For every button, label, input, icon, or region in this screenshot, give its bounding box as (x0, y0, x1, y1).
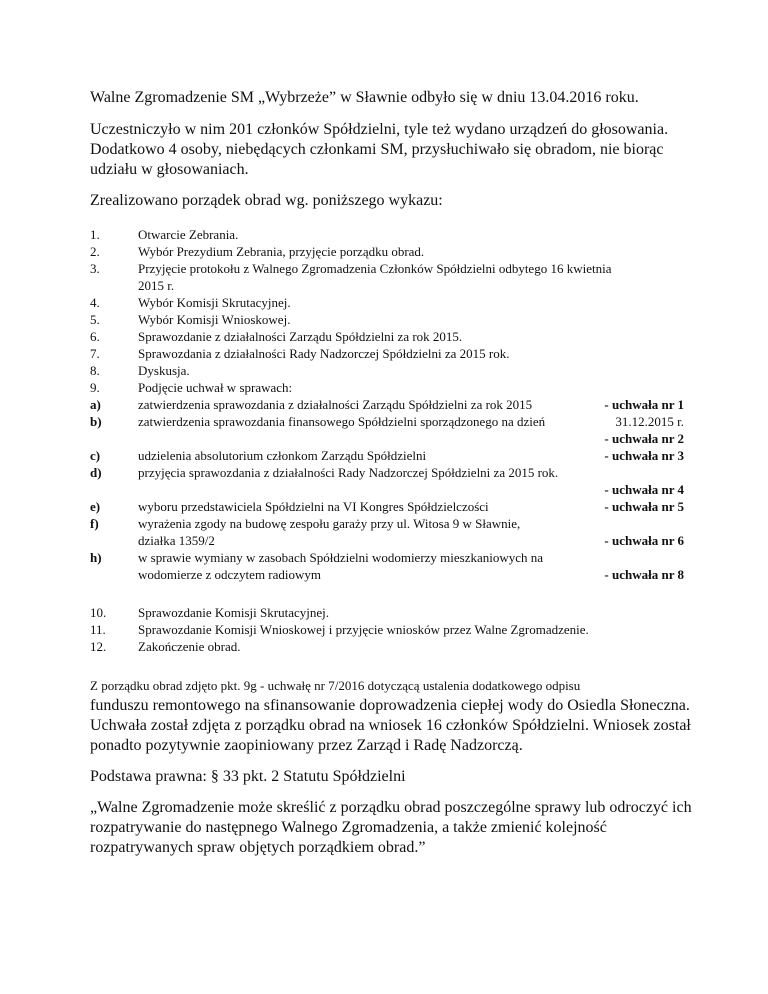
quote-line: rozpatrywanych spraw objętych porządkiem obrad.” (90, 839, 426, 856)
agenda-number: 6. (90, 329, 100, 344)
agenda-number: 7. (90, 346, 100, 361)
sub-item: wyboru przedstawiciela Spółdzielni na VI Kongres Spółdzielczości (138, 499, 489, 514)
paragraph-line: Uchwała został zdjęta z porządku obrad na wniosek 16 członków Spółdzielni. Wniosek został (90, 717, 691, 734)
paragraph-line: ponadto pozytywnie zaopiniowany przez Zarząd i Radę Nadzorczą. (90, 737, 523, 754)
sub-item: zatwierdzenia sprawozdania z działalności Zarządu Spółdzielni za rok 2015 (138, 397, 533, 412)
paragraph-line: Uczestniczyło w nim 201 członków Spółdzielni, tyle też wydano urządzeń do głosowania. (90, 121, 669, 138)
paragraph-line: funduszu remontowego na sfinansowanie doprowadzenia ciepłej wody do Osiedla Słoneczna. (90, 697, 690, 714)
intro-line: Walne Zgromadzenie SM „Wybrzeże” w Sławnie odbyło się w dniu 13.04.2016 roku. (90, 89, 639, 106)
sub-item: w sprawie wymiany w zasobach Spółdzielni wodomierzy mieszkaniowych na (138, 550, 544, 565)
sub-label: c) (90, 448, 101, 463)
agenda-item: Sprawozdanie Komisji Skrutacyjnej. (138, 605, 329, 620)
paragraph-line: Z porządku obrad zdjęto pkt. 9g - uchwałę nr 7/2016 dotyczącą ustalenia dodatkowego odpisu (90, 678, 581, 693)
sub-label: b) (90, 414, 102, 429)
resolution-number: - uchwała nr 1 (604, 397, 684, 412)
agenda-item: Sprawozdania z działalności Rady Nadzorczej Spółdzielni za 2015 rok. (138, 346, 510, 361)
resolution-number: - uchwała nr 3 (604, 448, 684, 463)
agenda-intro: Zrealizowano porządek obrad wg. poniższego wykazu: (90, 192, 443, 209)
paragraph-line: udziału w głosowaniach. (90, 161, 249, 178)
agenda-number: 10. (90, 605, 107, 620)
agenda-number: 12. (90, 639, 107, 654)
agenda-item: Sprawozdanie z działalności Zarządu Spółdzielni za rok 2015. (138, 329, 463, 344)
resolution-number: - uchwała nr 5 (604, 499, 684, 514)
agenda-item: Zakończenie obrad. (138, 639, 241, 654)
agenda-number: 2. (90, 244, 100, 259)
agenda-item: Wybór Prezydium Zebrania, przyjęcie porządku obrad. (138, 244, 425, 259)
report-date: 31.12.2015 r. (615, 414, 684, 429)
agenda-item: Wybór Komisji Wnioskowej. (138, 312, 291, 327)
resolution-number: - uchwała nr 8 (604, 567, 684, 582)
agenda-number: 8. (90, 363, 100, 378)
sub-label: f) (90, 516, 99, 531)
sub-item: wyrażenia zgody na budowę zespołu garaży przy ul. Witosa 9 w Sławnie, (138, 516, 521, 531)
agenda-number: 1. (90, 227, 100, 242)
agenda-item: Sprawozdanie Komisji Wnioskowej i przyjęcie wniosków przez Walne Zgromadzenie. (138, 622, 589, 637)
agenda-item: Podjęcie uchwał w sprawach: (138, 380, 293, 395)
sub-item: zatwierdzenia sprawozdania finansowego Spółdzielni sporządzonego na dzień (138, 414, 546, 429)
sub-label: a) (90, 397, 101, 412)
resolution-number: - uchwała nr 2 (604, 431, 684, 446)
sub-item: przyjęcia sprawozdania z działalności Rady Nadzorczej Spółdzielni za 2015 rok. (138, 465, 559, 480)
sub-item-continued: wodomierze z odczytem radiowym (138, 567, 322, 582)
agenda-number: 3. (90, 261, 100, 276)
resolution-number: - uchwała nr 6 (604, 533, 684, 548)
sub-label: h) (90, 550, 102, 565)
legal-basis: Podstawa prawna: § 33 pkt. 2 Statutu Spółdzielni (90, 768, 406, 785)
quote-line: rozpatrywanie do następnego Walnego Zgromadzenia, a także zmienić kolejność (90, 819, 607, 836)
agenda-number: 11. (90, 622, 106, 637)
agenda-number: 5. (90, 312, 100, 327)
agenda-item-continued: 2015 r. (138, 278, 175, 293)
agenda-number: 9. (90, 380, 100, 395)
sub-item-continued: działka 1359/2 (138, 533, 215, 548)
resolution-number: - uchwała nr 4 (604, 482, 684, 497)
sub-item: udzielenia absolutorium członkom Zarządu Spółdzielni (138, 448, 427, 463)
quote-line: „Walne Zgromadzenie może skreślić z porządku obrad poszczególne sprawy lub odroczyć ich (90, 799, 692, 816)
paragraph-line: Dodatkowo 4 osoby, niebędących członkami SM, przysłuchiwało się obradom, nie biorąc (90, 141, 664, 158)
agenda-item: Wybór Komisji Skrutacyjnej. (138, 295, 291, 310)
agenda-number: 4. (90, 295, 100, 310)
sub-label: e) (90, 499, 101, 514)
sub-label: d) (90, 465, 102, 480)
agenda-item: Otwarcie Zebrania. (138, 227, 239, 242)
agenda-item: Przyjęcie protokołu z Walnego Zgromadzenia Członków Spółdzielni odbytego 16 kwietnia (138, 261, 612, 276)
agenda-item: Dyskusja. (138, 363, 190, 378)
